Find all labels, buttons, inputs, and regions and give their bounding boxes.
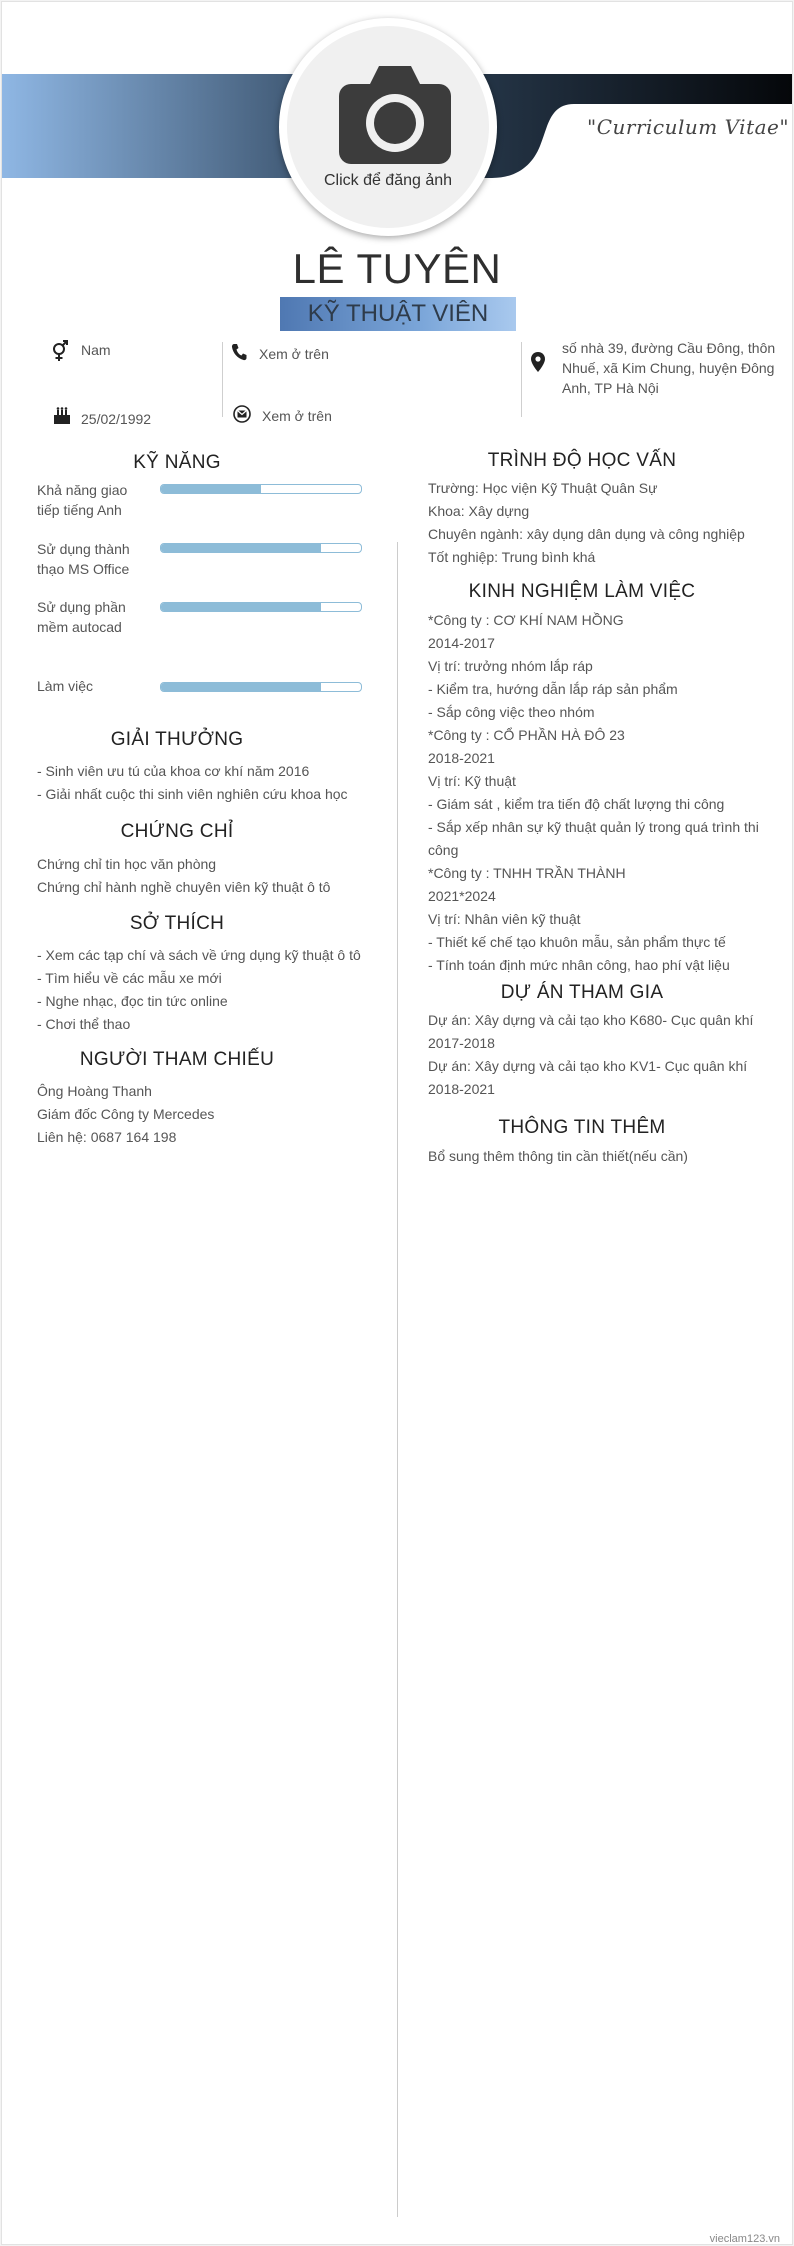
experience-line: công: [428, 842, 459, 858]
education-title: TRÌNH ĐỘ HỌC VẤN: [487, 450, 677, 471]
experience-line: Vị trí: trưởng nhóm lắp ráp: [428, 658, 593, 674]
experience-line: *Công ty : TNHH TRẦN THÀNH: [428, 865, 626, 881]
full-name: LÊ TUYÊN: [292, 245, 502, 292]
project-line: Dự án: Xây dựng và cải tạo kho KV1- Cục quân khí: [428, 1058, 748, 1074]
project-line: 2018-2021: [428, 1081, 495, 1097]
education-line: Tốt nghiệp: Trung bình khá: [428, 549, 596, 565]
awards-title: GIẢI THƯỞNG: [110, 729, 244, 750]
extra-info-list: [428, 1145, 688, 1168]
hobbies-title: SỞ THÍCH: [129, 913, 225, 934]
hobby-item: - Nghe nhạc, đọc tin tức online: [37, 993, 228, 1009]
skill-label-line: Sử dụng phần: [37, 599, 126, 615]
footer-watermark: vieclam123.vn: [709, 2233, 780, 2245]
certificate-item: Chứng chỉ hành nghề chuyên viên kỹ thuật ô tô: [37, 879, 331, 895]
job-title: KỸ THUẬT VIÊN: [280, 297, 516, 331]
phone-icon: [231, 343, 247, 361]
column-divider: [397, 542, 398, 2217]
birthday-info: [53, 407, 193, 429]
reference-line: Giám đốc Công ty Mercedes: [37, 1106, 215, 1122]
skill-label-line: tiếp tiếng Anh: [37, 502, 122, 518]
gender-info: [51, 340, 151, 362]
project-line: Dự án: Xây dựng và cải tạo kho K680- Cục quân khí: [428, 1012, 754, 1028]
experience-line: - Sắp xếp nhân sự kỹ thuật quản lý trong quá trình thi: [428, 819, 759, 835]
experience-line: Vị trí: Kỹ thuật: [428, 773, 516, 789]
award-item: - Giải nhất cuộc thi sinh viên nghiên cứu khoa học: [37, 786, 348, 802]
phone-value: Xem ở trên: [259, 346, 329, 362]
project-line: 2017-2018: [428, 1035, 495, 1051]
skill-label-line: Khả năng giao: [37, 482, 128, 498]
experience-line: - Giám sát , kiểm tra tiến độ chất lượng thi công: [428, 796, 725, 812]
experience-line: - Tính toán định mức nhân công, hao phí vật liệu: [428, 957, 730, 973]
experience-title: KINH NGHIỆM LÀM VIỆC: [468, 581, 696, 602]
skill-bar-fill: [161, 544, 321, 552]
location-pin-icon: [531, 352, 545, 372]
address-line: Anh, TP Hà Nội: [562, 380, 659, 396]
references-list: [37, 1080, 214, 1149]
award-item: - Sinh viên ưu tú của khoa cơ khí năm 2016: [37, 763, 310, 779]
contact-divider-2: [521, 342, 522, 417]
address-info: [531, 338, 791, 408]
experience-line: Vị trí: Nhân viên kỹ thuật: [428, 911, 581, 927]
hobby-item: - Xem các tạp chí và sách về ứng dụng kỹ thuật ô tô: [37, 947, 361, 963]
certificates-title: CHỨNG CHỈ: [120, 821, 234, 842]
skill-label-line: Sử dụng thành: [37, 541, 130, 557]
experience-line: *Công ty : CƠ KHÍ NAM HỒNG: [428, 612, 624, 628]
experience-line: - Kiểm tra, hướng dẫn lắp ráp sản phẩm: [428, 681, 678, 697]
birthday-cake-icon: [53, 407, 71, 425]
reference-line: Ông Hoàng Thanh: [37, 1083, 152, 1099]
skill-bar: [160, 682, 362, 692]
skill-bar-fill: [161, 485, 261, 493]
email-icon: [233, 405, 251, 423]
education-line: Khoa: Xây dựng: [428, 503, 530, 519]
avatar-upload[interactable]: [287, 26, 489, 228]
skills-title: KỸ NĂNG: [133, 452, 221, 473]
experience-line: 2018-2021: [428, 750, 495, 766]
skill-bar: [160, 484, 362, 494]
skill-label-line: thạo MS Office: [37, 561, 130, 577]
certificate-item: Chứng chỉ tin học văn phòng: [37, 856, 217, 872]
skill-bar-fill: [161, 683, 321, 691]
hobby-item: - Tìm hiểu về các mẫu xe mới: [37, 970, 222, 986]
reference-line: Liên hệ: 0687 164 198: [37, 1129, 177, 1145]
camera-icon: [339, 66, 451, 164]
projects-list: [428, 1009, 753, 1101]
email-value: Xem ở trên: [262, 408, 332, 424]
birthday-value: 25/02/1992: [81, 411, 152, 427]
hobby-item: - Chơi thể thao: [37, 1016, 131, 1032]
education-list: [428, 477, 745, 569]
email-info: [233, 405, 363, 427]
experience-line: 2021*2024: [428, 888, 496, 904]
education-line: Chuyên ngành: xây dụng dân dụng và công nghiệp: [428, 526, 745, 542]
extra-info-line: Bổ sung thêm thông tin cần thiết(nếu cần): [428, 1148, 688, 1164]
experience-line: - Thiết kế chế tạo khuôn mẫu, sản phẩm thực tế: [428, 934, 726, 950]
experience-line: *Công ty : CỔ PHẦN HÀ ĐÔ 23: [428, 727, 625, 743]
cv-page: [1, 1, 793, 2245]
skill-bar: [160, 602, 362, 612]
address-line: Nhuế, xã Kim Chung, huyện Đông: [562, 360, 775, 376]
experience-line: - Sắp công việc theo nhóm: [428, 704, 595, 720]
extra-info-title: THÔNG TIN THÊM: [498, 1117, 666, 1138]
experience-list: [428, 609, 759, 977]
skill-bar-fill: [161, 603, 321, 611]
gender-value: Nam: [81, 342, 111, 358]
phone-info: [231, 343, 361, 365]
skill-bar: [160, 543, 362, 553]
address-value: [562, 338, 775, 398]
skill-label-line: mềm autocad: [37, 619, 122, 635]
awards-list: [37, 760, 348, 806]
skill-label: [37, 676, 147, 696]
skill-label: [37, 597, 147, 637]
avatar-upload-label: Click để đăng ảnh: [323, 172, 453, 189]
references-title: NGƯỜI THAM CHIẾU: [79, 1049, 275, 1070]
contact-divider-1: [222, 342, 223, 417]
skill-label-line: Làm việc: [37, 678, 94, 694]
education-line: Trường: Học viện Kỹ Thuật Quân Sự: [428, 480, 658, 496]
gender-icon: [51, 340, 69, 362]
certificates-list: [37, 853, 330, 899]
skill-label: [37, 480, 147, 520]
avatar-frame: [279, 18, 497, 236]
hobbies-list: [37, 944, 361, 1036]
experience-line: 2014-2017: [428, 635, 495, 651]
skill-label: [37, 539, 147, 579]
projects-title: DỰ ÁN THAM GIA: [500, 982, 664, 1003]
address-line: số nhà 39, đường Cầu Đông, thôn: [562, 340, 776, 356]
curriculum-vitae-tag: "Curriculum Vitae": [587, 115, 790, 139]
